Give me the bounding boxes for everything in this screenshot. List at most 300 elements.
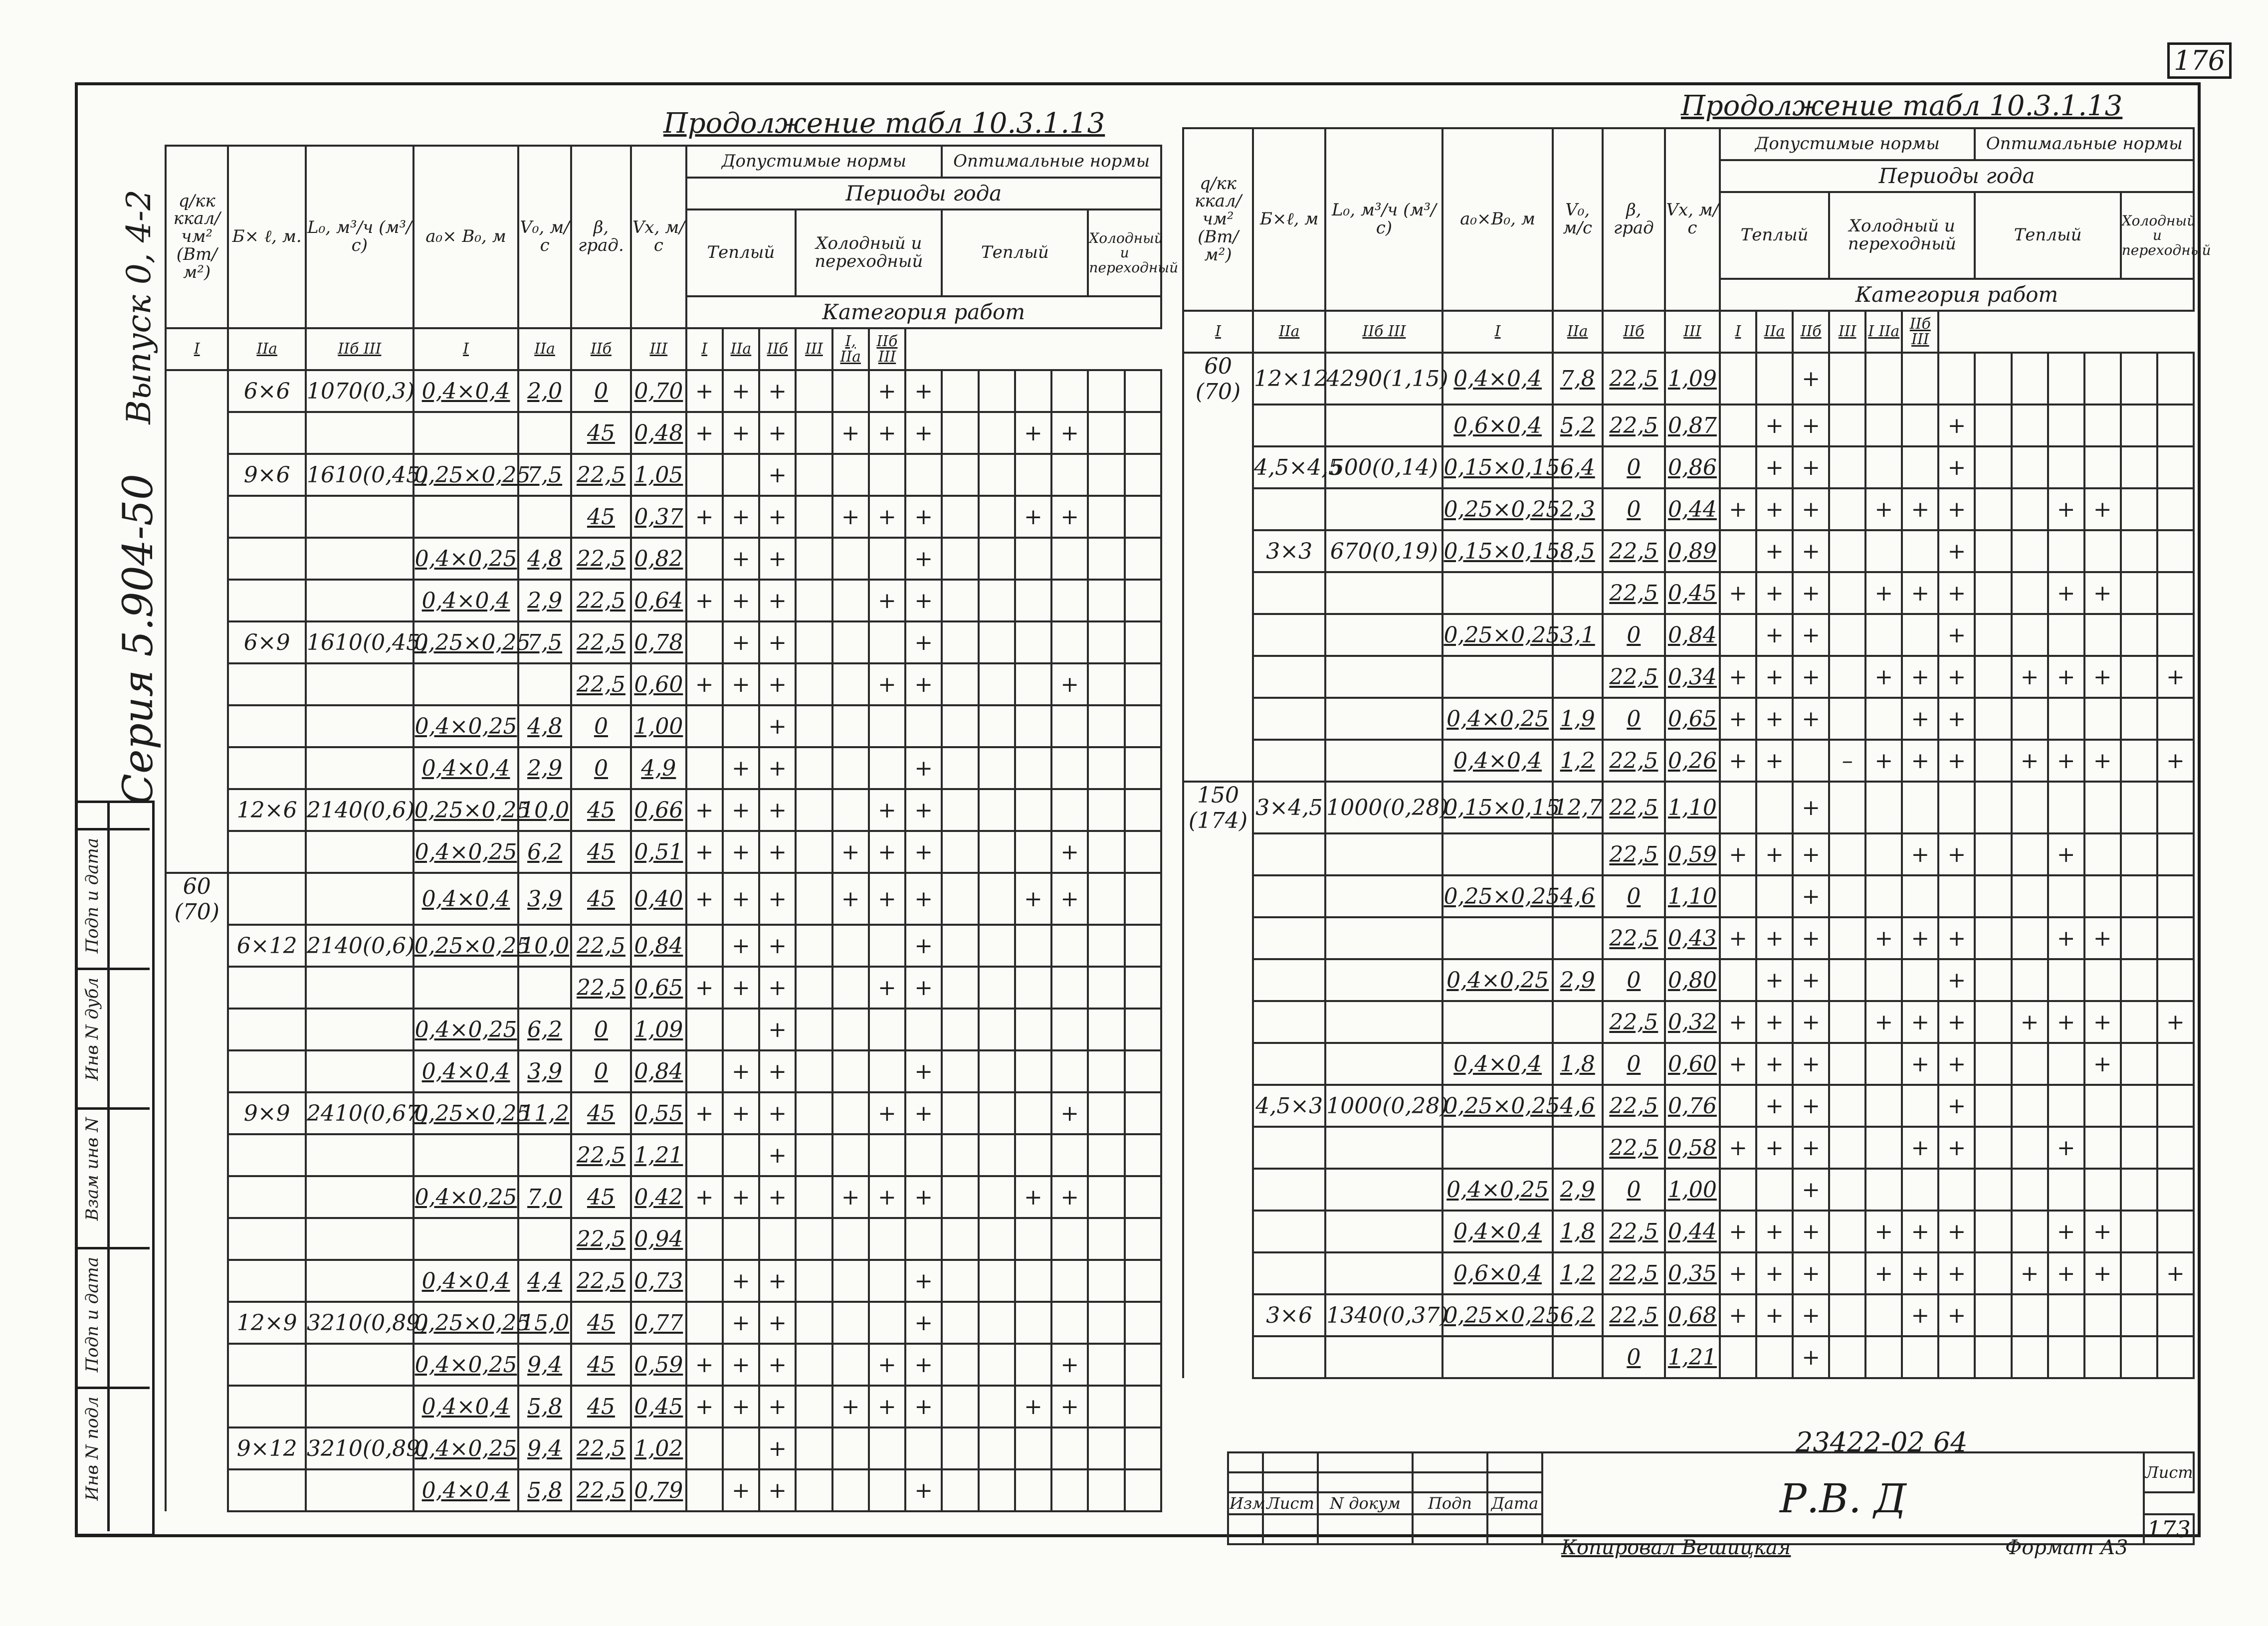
norm-mark: + [1938,1085,1975,1127]
norm-mark [1829,572,1865,614]
size-cell [1253,1001,1325,1043]
norm-mark [1015,831,1051,873]
norm-mark [1051,705,1088,747]
q-cell [1183,530,1253,572]
nozzle-cell: 0,4×0,25 [1443,698,1552,740]
norm-mark [686,1050,723,1092]
velocity-cell [1553,1336,1603,1378]
norm-mark [1051,1050,1088,1092]
norm-mark: + [723,580,759,621]
col-q-header: q/кк ккал/чм² (Вт/м²) [166,146,228,328]
norm-mark: + [1793,405,1829,446]
norm-mark: + [723,1344,759,1386]
norm-mark: + [1756,833,1793,875]
norm-mark [1756,782,1793,833]
norm-mark: + [759,496,796,538]
category-cell: III [1665,311,1720,353]
vx-cell: 0,86 [1665,446,1720,488]
norm-mark [1088,1427,1124,1469]
vx-cell: 1,21 [1665,1336,1720,1378]
norm-mark: + [1793,656,1829,698]
q-cell [1183,917,1253,959]
q-cell [166,1009,228,1050]
q-cell [166,1092,228,1134]
norm-mark [979,1302,1015,1344]
q-cell [1183,833,1253,875]
norm-mark [1975,488,2011,530]
norm-mark: + [1938,1294,1975,1336]
norm-mark [832,454,869,496]
norm-mark [1051,1469,1088,1511]
title-block-column: Изм [1228,1492,1263,1514]
norm-mark [1938,1336,1975,1378]
norm-mark: + [686,1386,723,1427]
vx-cell: 1,10 [1665,875,1720,917]
norm-mark [905,1134,942,1176]
nozzle-cell: 0,4×0,4 [1443,1043,1552,1085]
norm-mark [2121,656,2157,698]
doc-number: 23422-02 64 [1796,1426,1968,1458]
norm-mark [1756,353,1793,405]
norm-mark [1829,1252,1865,1294]
norm-mark: + [2084,1252,2121,1294]
norm-mark [796,1344,832,1386]
vx-cell: 0,64 [631,580,686,621]
nozzle-cell: 0,25×0,25 [413,789,519,831]
norm-mark: + [832,496,869,538]
norm-mark [2121,614,2157,656]
velocity-cell: 4,6 [1553,875,1603,917]
col-bl-header: Б×ℓ, м [1253,128,1325,311]
norm-mark [832,705,869,747]
norm-mark: + [869,967,905,1009]
q-cell: 60 (70) [166,873,228,925]
norm-mark [2157,530,2194,572]
norm-mark [1015,789,1051,831]
norm-mark [942,1260,978,1302]
airflow-cell [306,831,413,873]
norm-mark: + [1720,740,1756,782]
airflow-cell [1325,740,1443,782]
size-cell [1253,1336,1325,1378]
vx-cell: 0,73 [631,1260,686,1302]
size-cell [228,1009,306,1050]
velocity-cell: 2,3 [1553,488,1603,530]
norm-mark [1975,572,2011,614]
velocity-cell: 15,0 [518,1302,571,1344]
norm-mark: + [832,873,869,925]
vx-cell: 0,84 [631,1050,686,1092]
norm-mark [832,1050,869,1092]
norm-mark [1015,925,1051,967]
norm-mark [2048,530,2084,572]
norm-mark: + [759,873,796,925]
q-cell: 60 (70) [1183,353,1253,405]
nozzle-cell: 0,25×0,25 [413,621,519,663]
norm-mark [2121,740,2157,782]
norm-mark [979,831,1015,873]
airflow-cell [1325,1043,1443,1085]
norm-mark [1865,1336,1902,1378]
norm-mark: + [1793,1252,1829,1294]
norm-mark: + [869,412,905,454]
norm-mark [1829,1043,1865,1085]
norm-mark: + [686,967,723,1009]
q-cell [166,538,228,580]
table-row [1183,1211,2194,1252]
norm-mark [2157,1085,2194,1127]
norm-mark [1829,530,1865,572]
norm-mark: + [1938,959,1975,1001]
norm-mark [2121,917,2157,959]
norm-mark [832,747,869,789]
norm-mark [2157,959,2194,1001]
nozzle-cell [1443,833,1552,875]
norm-mark [1902,875,1938,917]
norm-mark [1051,538,1088,580]
norm-mark: + [1938,917,1975,959]
norm-mark [1938,782,1975,833]
angle-cell: 45 [571,873,631,925]
category-cell: IIб III [1325,311,1443,353]
airflow-cell: 670(0,19) [1325,530,1443,572]
norm-mark: + [1793,488,1829,530]
norm-mark: + [759,621,796,663]
norm-mark: + [2084,1001,2121,1043]
norm-mark: + [686,1176,723,1218]
category-cell: IIа [1553,311,1603,353]
angle-cell: 0 [571,1009,631,1050]
q-cell [1183,656,1253,698]
optimal-header: Оптимальные нормы [1975,128,2194,160]
velocity-cell: 2,9 [1553,959,1603,1001]
norm-mark [796,705,832,747]
angle-cell: 22,5 [1603,782,1665,833]
norm-mark [2012,959,2048,1001]
norm-mark: + [1865,740,1902,782]
q-cell [1183,446,1253,488]
norm-mark: + [1756,1294,1793,1336]
norm-mark [2121,1294,2157,1336]
stamp-field-label: Взам инв N [82,1117,102,1221]
norm-mark [1938,875,1975,917]
norm-mark [2157,1336,2194,1378]
norm-mark [1088,370,1124,412]
nozzle-cell: 0,4×0,25 [413,1427,519,1469]
vx-cell: 0,60 [631,663,686,705]
table-row [1183,405,2194,446]
norm-mark [979,454,1015,496]
norm-mark [723,1218,759,1260]
norm-mark: + [1720,1294,1756,1336]
norm-mark: + [1720,698,1756,740]
norm-mark [1865,1043,1902,1085]
norm-mark [2048,959,2084,1001]
velocity-cell: 4,6 [1553,1085,1603,1127]
norm-mark [2157,405,2194,446]
norm-mark [2084,833,2121,875]
col-bl-header: Б× ℓ, м. [228,146,306,328]
norm-mark [1975,875,2011,917]
norm-mark: + [686,789,723,831]
nozzle-cell [1443,1127,1552,1169]
norm-mark [1051,967,1088,1009]
norm-mark: + [905,370,942,412]
norm-mark: + [905,1176,942,1218]
airflow-cell [1325,488,1443,530]
norm-mark [1975,1001,2011,1043]
norm-mark [1720,530,1756,572]
norm-mark [1088,1218,1124,1260]
table-row [1183,656,2194,698]
velocity-cell: 7,0 [518,1176,571,1218]
norm-mark: + [1793,1085,1829,1127]
vx-cell: 0,87 [1665,405,1720,446]
norm-mark [832,1092,869,1134]
norm-mark: + [723,496,759,538]
airflow-cell [1325,572,1443,614]
norm-mark: + [1793,1336,1829,1378]
airflow-cell [306,663,413,705]
norm-mark [979,496,1015,538]
norm-mark [979,538,1015,580]
norm-mark: + [723,831,759,873]
norm-mark [2012,614,2048,656]
norm-mark [796,967,832,1009]
nozzle-cell: 0,4×0,25 [1443,959,1552,1001]
airflow-cell [1325,917,1443,959]
norm-mark [2048,1336,2084,1378]
norm-mark [1975,530,2011,572]
norm-mark: + [1938,488,1975,530]
norm-mark: + [759,412,796,454]
norm-mark [1088,1344,1124,1386]
norm-mark: + [2084,740,2121,782]
norm-mark: + [1051,412,1088,454]
norm-mark [1051,1218,1088,1260]
velocity-cell: 3,9 [518,873,571,925]
norm-mark: + [905,873,942,925]
size-cell [228,538,306,580]
norm-mark: + [1720,917,1756,959]
norm-mark [1125,925,1161,967]
norm-mark: + [905,1469,942,1511]
norm-mark [723,1427,759,1469]
right-table [1182,127,2211,1379]
norm-mark: + [2012,1252,2048,1294]
angle-cell: 0 [1603,1336,1665,1378]
norm-mark [1793,740,1829,782]
vx-cell: 0,94 [631,1218,686,1260]
velocity-cell: 3,1 [1553,614,1603,656]
velocity-cell [1553,833,1603,875]
norm-mark [2157,782,2194,833]
norm-mark [796,370,832,412]
norm-mark [1088,1386,1124,1427]
category-cell: III [1829,311,1865,353]
norm-mark [1975,1252,2011,1294]
norm-mark [2121,1252,2157,1294]
norm-mark: + [869,831,905,873]
table-row [166,370,1161,412]
category-cell: IIб III [306,328,413,370]
airflow-cell: 2140(0,6) [306,925,413,967]
norm-mark [796,1092,832,1134]
norm-mark [1975,405,2011,446]
norm-mark [796,1469,832,1511]
norm-mark: + [1938,1127,1975,1169]
norm-mark [2012,833,2048,875]
table-row [166,925,1161,967]
norm-mark: + [1938,1211,1975,1252]
norm-mark [1720,875,1756,917]
norm-mark: + [1756,614,1793,656]
norm-mark [1088,1469,1124,1511]
stamp-field-label: Подп и дата [82,838,102,954]
norm-mark [905,1218,942,1260]
norm-mark: + [1793,353,1829,405]
norm-mark [1975,1085,2011,1127]
nozzle-cell: 0,4×0,4 [1443,740,1552,782]
category-cell: IIа [1756,311,1793,353]
angle-cell: 22,5 [571,1469,631,1511]
warm2-header: Теплый [942,209,1088,296]
norm-mark [2121,1336,2157,1378]
norm-mark [1975,1211,2011,1252]
norm-mark: + [869,1344,905,1386]
vx-cell: 0,44 [1665,1211,1720,1252]
table-row [1183,782,2194,833]
norm-mark: + [2157,1252,2194,1294]
page-number: 176 [2167,42,2232,79]
norm-mark [942,1176,978,1218]
norm-mark [2157,1127,2194,1169]
airflow-cell: 1610(0,45) [306,621,413,663]
nozzle-cell: 0,25×0,25 [413,925,519,967]
norm-mark [1015,370,1051,412]
norm-mark [832,1469,869,1511]
nozzle-cell: 0,25×0,25 [1443,1294,1552,1336]
norm-mark: + [905,1302,942,1344]
airflow-cell [1325,614,1443,656]
norm-mark [979,705,1015,747]
angle-cell: 22,5 [571,1427,631,1469]
norm-mark: + [1756,917,1793,959]
norm-mark: + [2084,917,2121,959]
airflow-cell: 1340(0,37) [1325,1294,1443,1336]
norm-mark [1975,1169,2011,1211]
vx-cell: 1,02 [631,1427,686,1469]
airflow-cell: 1070(0,3) [306,370,413,412]
norm-mark: + [1938,446,1975,488]
norm-mark: + [1756,959,1793,1001]
category-cell: I IIа [1865,311,1902,353]
q-cell [166,967,228,1009]
norm-mark: + [2048,917,2084,959]
norm-mark [869,621,905,663]
norm-mark: + [723,873,759,925]
norm-mark [832,925,869,967]
norm-mark [832,580,869,621]
vx-cell: 0,43 [1665,917,1720,959]
norm-mark: + [1865,1211,1902,1252]
size-cell: 4,5×4,5 [1253,446,1325,488]
norm-mark [2157,1294,2194,1336]
vx-cell: 0,32 [1665,1001,1720,1043]
norm-mark [1902,1085,1938,1127]
q-cell [166,705,228,747]
norm-mark [1829,656,1865,698]
nozzle-cell: 0,25×0,25 [413,1092,519,1134]
size-cell [1253,1211,1325,1252]
norm-mark [2084,614,2121,656]
norm-mark [979,1386,1015,1427]
format-label: Формат А3 [2005,1536,2128,1559]
norm-mark [1829,405,1865,446]
vx-cell: 0,65 [1665,698,1720,740]
norm-mark [832,1009,869,1050]
norm-mark: + [1720,1127,1756,1169]
norm-mark [796,873,832,925]
norm-mark: + [1938,614,1975,656]
angle-cell: 22,5 [571,663,631,705]
norm-mark [1088,873,1124,925]
velocity-cell: 4,8 [518,538,571,580]
nozzle-cell: 0,4×0,4 [413,1469,519,1511]
norm-mark: + [1865,656,1902,698]
airflow-cell [306,580,413,621]
q-cell [166,1050,228,1092]
vx-cell: 0,34 [1665,656,1720,698]
angle-cell: 45 [571,1302,631,1344]
q-cell [166,747,228,789]
table-row [166,747,1161,789]
norm-mark [869,1302,905,1344]
norm-mark [832,1218,869,1260]
norm-mark: + [723,538,759,580]
norm-mark [1015,538,1051,580]
norm-mark: + [869,496,905,538]
norm-mark [1975,740,2011,782]
norm-mark: + [1865,1001,1902,1043]
size-cell [228,1260,306,1302]
norm-mark: + [686,831,723,873]
angle-cell: 45 [571,1386,631,1427]
norm-mark: + [759,747,796,789]
norm-mark [942,412,978,454]
norm-mark [942,925,978,967]
norm-mark [1125,1386,1161,1427]
vx-cell: 0,58 [1665,1127,1720,1169]
vx-cell: 0,78 [631,621,686,663]
left-table-title: Продолжение табл 10.3.1.13 [663,107,1105,140]
airflow-cell [306,538,413,580]
norm-mark [2012,875,2048,917]
stamp-field-label: Подп и дата [82,1257,102,1373]
vx-cell: 0,59 [1665,833,1720,875]
table-row [1183,530,2194,572]
table-row [166,663,1161,705]
norm-mark: + [1902,698,1938,740]
table-row [1183,1085,2194,1127]
size-cell [228,967,306,1009]
vx-cell: 0,82 [631,538,686,580]
norm-mark [2012,1211,2048,1252]
vx-cell: 1,10 [1665,782,1720,833]
norm-mark [1088,831,1124,873]
norm-mark: + [1938,656,1975,698]
norm-mark: + [905,747,942,789]
